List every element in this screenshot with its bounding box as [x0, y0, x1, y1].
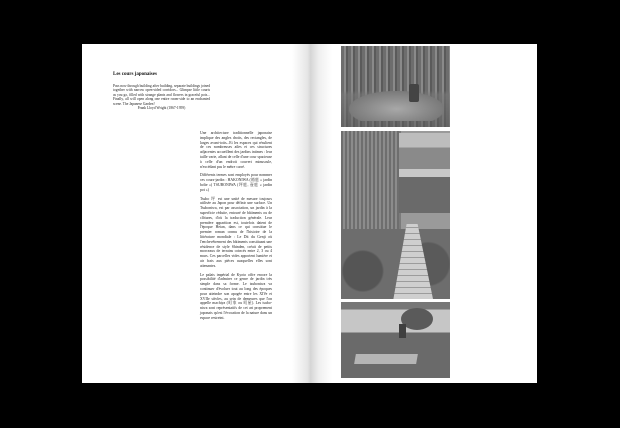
photo-ground	[349, 91, 444, 121]
epigraph-quote	[113, 84, 210, 110]
left-page	[82, 44, 310, 383]
stone-lantern	[409, 84, 419, 102]
paragraph: Tsubo 坪 est une unité de mesure toujours utilisée au Japon pour définir une surface. Un Tsuboniwa, est par association, un jardin à la superficie réduite, entouré de bâtiments ou de clôtures, d'où la traduction générale. Leur première apparition est, toutefois datent de l'époque Heian, dans ce qui constitue le premier roman connu de l'histoire de la littérature mondiale : Le Dit du Genji où l'enchevêtrement des bâtiments constituant une résidence de style Shinden, créait de petits morceaux de terrains coincés entre 2, 3 ou 4 murs. Ces parcelles vides apportent lumière et air frais aux pièces auxquelles elles sont attenantes.	[200, 196, 272, 268]
photo-pine-garden	[341, 302, 450, 378]
paragraph: Une architecture traditionnelle japonaise implique des angles droits, des rectangles, de larges avant-toits...Et les espaces qui résultent de ces nombreuses ailes et ces structures adjacentes accueillent des jardins intimes : leur taille varie, allant de celle d'une cour spacieuse à celle d'un endroit couvert minuscule, n'excédant pas le mètre carré.	[200, 131, 272, 169]
stone-lantern	[399, 324, 406, 338]
gutter-shadow-left	[292, 44, 310, 383]
stepping-stones	[354, 354, 418, 364]
section-title: Les cours japonaises	[113, 72, 157, 77]
paragraph: Différents termes sont employés pour nommer ces cours-jardin : HAKONIWA (箱庭 « jardin boîte ») TSUBONIWA (坪庭, 壺庭 « jardin pot »)	[200, 173, 272, 192]
quote-text: Pass now through building after building, separate buildings joined together with narrow open-sided corridors... Glimpse little courts as you go, filled with strange plants and flowers in graceful pots... Finally, all will open along one entire room-side to an enchanted scene. The Japanese Garden!	[113, 84, 210, 106]
right-page	[310, 44, 537, 383]
body-column	[200, 131, 272, 324]
quote-attribution: Frank Lloyd Wright (1867-1959)	[137, 106, 186, 111]
gutter-shadow-right	[310, 44, 332, 383]
photo-courtyard-garden	[341, 46, 450, 127]
house-facade	[399, 133, 450, 213]
photo-garden-path	[341, 131, 450, 299]
paragraph: Le palais impérial de Kyoto offre encore la possibilité d'admirer ce genre de jardin très simple dans sa forme. Le tsuboniwa va continuer d'évoluer tout au long des époques pour atteindre son apogée entre les XIVe et XVIIe siècles, au sein de demeures que l'on appelle machiya (町家 ou 町屋). Les tsubo-niwa sont représentatifs de cet art proprement japonais qu'est l'évocation de la nature dans un espace restreint.	[200, 272, 272, 320]
